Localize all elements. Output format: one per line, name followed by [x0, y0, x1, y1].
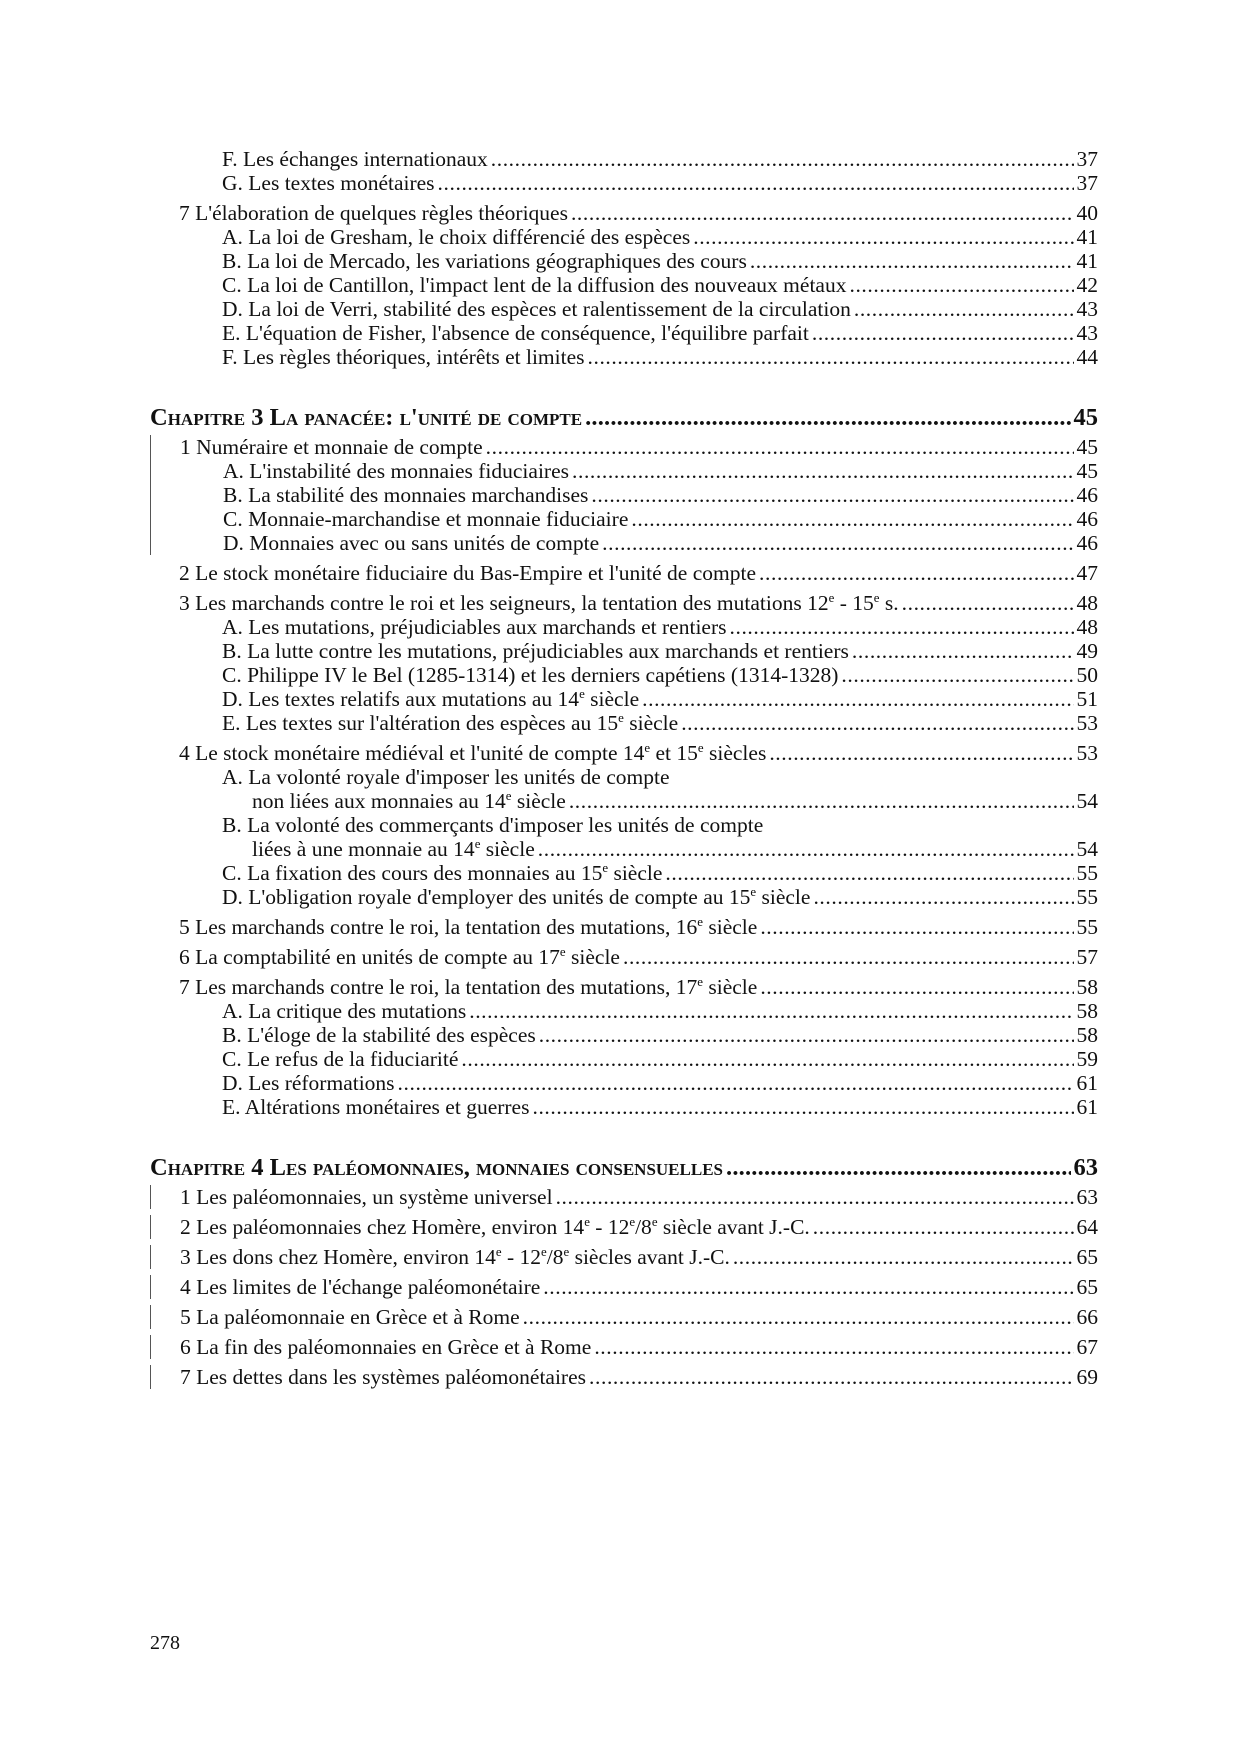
- toc-entry-title: D. L'obligation royale d'employer des unités de compte au 15e siècle: [222, 884, 811, 909]
- toc-dot-leader: [769, 741, 1073, 765]
- toc-dot-leader: [681, 711, 1073, 735]
- toc-page-number: 53: [1076, 711, 1098, 735]
- toc-page-number: 40: [1076, 201, 1098, 225]
- toc-entry-title: 4 Le stock monétaire médiéval et l'unité de compte 14e et 15e siècles: [179, 740, 767, 765]
- toc-entry-title: 6 La fin des paléomonnaies en Grèce et à Rome: [180, 1335, 592, 1359]
- toc-entry-title: C. Philippe IV le Bel (1285-1314) et les derniers capétiens (1314-1328): [222, 663, 839, 687]
- toc-page-number: 49: [1076, 639, 1098, 663]
- toc-entry: [150, 297, 1098, 321]
- toc-entry-title: E. L'équation de Fisher, l'absence de conséquence, l'équilibre parfait: [222, 321, 809, 345]
- toc-page-number: 51: [1076, 687, 1098, 711]
- toc-entry-title: A. L'instabilité des monnaies fiduciaires: [223, 459, 569, 483]
- toc-entry: [150, 1095, 1098, 1119]
- toc-page-number: 54: [1076, 837, 1098, 861]
- toc-dot-leader: [759, 561, 1073, 585]
- toc-entry-title: Chapitre 3 La panacée: l'unité de compte: [150, 404, 583, 431]
- toc-page-number: 57: [1076, 945, 1098, 969]
- toc-entry-title: A. La loi de Gresham, le choix différencié des espèces: [222, 225, 691, 249]
- toc-page-number: 61: [1076, 1071, 1098, 1095]
- toc-entry-title: A. La critique des mutations: [222, 999, 467, 1023]
- toc-entry: [150, 687, 1098, 711]
- toc-page-number: 55: [1076, 861, 1098, 885]
- toc-entry: [150, 915, 1098, 939]
- toc-entry-title: 1 Numéraire et monnaie de compte: [180, 435, 483, 459]
- toc-entry-title: E. Les textes sur l'altération des espèces au 15e siècle: [222, 710, 679, 735]
- toc-entry: [150, 201, 1098, 225]
- toc-page-number: 41: [1076, 249, 1098, 273]
- toc-dot-leader: [571, 201, 1074, 225]
- toc-entry: [150, 561, 1098, 585]
- toc-entry-title: B. La volonté des commerçants d'imposer les unités de compte: [222, 813, 764, 837]
- toc-dot-leader: [602, 531, 1073, 555]
- toc-entry-title: 2 Les paléomonnaies chez Homère, environ 14e - 12e/8e siècle avant J.-C.: [180, 1214, 810, 1239]
- toc-entry: [150, 1365, 1098, 1389]
- toc-entry: [150, 1215, 1098, 1239]
- toc-entry-title: C. Monnaie-marchandise et monnaie fiduciaire: [223, 507, 629, 531]
- toc-entry-title: 3 Les dons chez Homère, environ 14e - 12e/8e siècles avant J.-C.: [180, 1244, 730, 1269]
- toc-entry-title: D. Les textes relatifs aux mutations au 14e siècle: [222, 686, 640, 711]
- toc-entry: [150, 639, 1098, 663]
- toc-entry-title: 2 Le stock monétaire fiduciaire du Bas-Empire et l'unité de compte: [179, 561, 757, 585]
- toc-page-number: 59: [1076, 1047, 1098, 1071]
- toc-entry: [150, 321, 1098, 345]
- toc-page-number: 65: [1076, 1275, 1098, 1299]
- toc-dot-leader: [726, 1151, 1071, 1185]
- toc-entry: [150, 663, 1098, 687]
- toc-dot-leader: [532, 1095, 1073, 1119]
- toc-entry-title: F. Les échanges internationaux: [222, 147, 488, 171]
- toc-dot-leader: [623, 945, 1074, 969]
- toc-dot-leader: [813, 885, 1073, 909]
- toc-dot-leader: [491, 147, 1074, 171]
- toc-dot-leader: [585, 401, 1070, 435]
- toc-dot-leader: [438, 171, 1074, 195]
- toc-page-number: 42: [1076, 273, 1098, 297]
- toc-dot-leader: [631, 507, 1073, 531]
- toc-entry: [150, 225, 1098, 249]
- toc-entry-title: D. Les réformations: [222, 1071, 395, 1095]
- toc-entry-title: 6 La comptabilité en unités de compte au 17e siècle: [179, 944, 620, 969]
- toc-dot-leader: [852, 639, 1074, 663]
- toc-page-number: 58: [1076, 1023, 1098, 1047]
- toc-entry: [150, 531, 1098, 555]
- toc-page-number: 46: [1076, 507, 1098, 531]
- toc-dot-leader: [523, 1305, 1074, 1329]
- toc-dot-leader: [902, 591, 1074, 615]
- toc-dot-leader: [589, 1365, 1073, 1389]
- toc-page-number: 58: [1076, 975, 1098, 999]
- toc-dot-leader: [556, 1185, 1074, 1209]
- toc-entry: [150, 591, 1098, 615]
- toc-entry: [150, 1047, 1098, 1071]
- toc-entry: [150, 741, 1098, 765]
- toc-page-number: 43: [1076, 297, 1098, 321]
- toc-dot-leader: [665, 861, 1073, 885]
- toc-page-number: 46: [1076, 483, 1098, 507]
- toc-dot-leader: [486, 435, 1074, 459]
- toc-entry: [150, 1245, 1098, 1269]
- toc-entry: [150, 273, 1098, 297]
- toc-entry: [150, 711, 1098, 735]
- toc-dot-leader: [594, 1335, 1073, 1359]
- toc-dot-leader: [469, 999, 1073, 1023]
- toc-entry: [150, 1275, 1098, 1299]
- toc-entry-title: liées à une monnaie au 14e siècle: [252, 836, 535, 861]
- toc-entry-title: A. La volonté royale d'imposer les unités de compte: [222, 765, 670, 789]
- table-of-contents: [150, 147, 1098, 1389]
- toc-entry-title: C. La fixation des cours des monnaies au 15e siècle: [222, 860, 663, 885]
- toc-page-number: 45: [1076, 459, 1098, 483]
- toc-dot-leader: [461, 1047, 1073, 1071]
- toc-entry-title: 7 L'élaboration de quelques règles théoriques: [179, 201, 568, 225]
- toc-dot-leader: [398, 1071, 1074, 1095]
- toc-page-number: 67: [1076, 1335, 1098, 1359]
- toc-dot-leader: [588, 345, 1074, 369]
- toc-page-number: 58: [1076, 999, 1098, 1023]
- toc-dot-leader: [539, 1023, 1074, 1047]
- toc-entry-title: 4 Les limites de l'échange paléomonétaire: [180, 1275, 541, 1299]
- page-number: 278: [150, 1632, 180, 1654]
- toc-entry: [150, 1023, 1098, 1047]
- toc-dot-leader: [572, 459, 1074, 483]
- toc-dot-leader: [730, 615, 1074, 639]
- toc-entry: [150, 507, 1098, 531]
- toc-page-number: 63: [1073, 1154, 1098, 1181]
- toc-page-number: 45: [1076, 435, 1098, 459]
- toc-page-number: 43: [1076, 321, 1098, 345]
- toc-page-number: 55: [1076, 885, 1098, 909]
- toc-entry: [150, 615, 1098, 639]
- toc-page-number: 41: [1076, 225, 1098, 249]
- toc-page-number: 53: [1076, 741, 1098, 765]
- toc-page-number: 65: [1076, 1245, 1098, 1269]
- toc-page-number: 64: [1076, 1215, 1098, 1239]
- toc-entry: [150, 147, 1098, 171]
- toc-entry: [150, 999, 1098, 1023]
- toc-dot-leader: [642, 687, 1073, 711]
- toc-dot-leader: [841, 663, 1073, 687]
- toc-dot-leader: [812, 321, 1074, 345]
- toc-entry: [150, 171, 1098, 195]
- toc-entry: [150, 813, 1098, 837]
- toc-dot-leader: [693, 225, 1073, 249]
- toc-chapter-heading: [150, 1151, 1098, 1185]
- toc-dot-leader: [569, 789, 1074, 813]
- toc-entry-title: 5 Les marchands contre le roi, la tentation des mutations, 16e siècle: [179, 914, 758, 939]
- toc-dot-leader: [760, 975, 1073, 999]
- toc-page-number: 54: [1076, 789, 1098, 813]
- toc-entry-title: D. Monnaies avec ou sans unités de compte: [223, 531, 600, 555]
- toc-page-number: 37: [1076, 147, 1098, 171]
- toc-page-number: 63: [1076, 1185, 1098, 1209]
- toc-dot-leader: [538, 837, 1074, 861]
- toc-dot-leader: [591, 483, 1073, 507]
- toc-entry-title: 7 Les marchands contre le roi, la tentation des mutations, 17e siècle: [179, 974, 758, 999]
- toc-entry-title: F. Les règles théoriques, intérêts et limites: [222, 345, 585, 369]
- toc-entry: [150, 945, 1098, 969]
- toc-entry: [150, 1185, 1098, 1209]
- toc-entry-title: B. L'éloge de la stabilité des espèces: [222, 1023, 536, 1047]
- toc-page-number: 69: [1076, 1365, 1098, 1389]
- toc-entry: [150, 885, 1098, 909]
- toc-entry-title: G. Les textes monétaires: [222, 171, 435, 195]
- toc-page-number: 48: [1076, 591, 1098, 615]
- toc-entry: [150, 861, 1098, 885]
- toc-dot-leader: [854, 297, 1074, 321]
- toc-entry: [150, 975, 1098, 999]
- toc-entry-title: 5 La paléomonnaie en Grèce et à Rome: [180, 1305, 520, 1329]
- toc-entry-title: 7 Les dettes dans les systèmes paléomonétaires: [180, 1365, 587, 1389]
- toc-entry-title: C. Le refus de la fiduciarité: [222, 1047, 459, 1071]
- toc-entry: [150, 459, 1098, 483]
- toc-dot-leader: [813, 1215, 1074, 1239]
- toc-dot-leader: [543, 1275, 1073, 1299]
- toc-entry-title: E. Altérations monétaires et guerres: [222, 1095, 530, 1119]
- toc-dot-leader: [733, 1245, 1074, 1269]
- toc-page-number: 37: [1076, 171, 1098, 195]
- toc-entry: [150, 483, 1098, 507]
- toc-page-number: 55: [1076, 915, 1098, 939]
- toc-entry: [150, 765, 1098, 789]
- toc-entry-title: 3 Les marchands contre le roi et les seigneurs, la tentation des mutations 12e - 15e s.: [179, 590, 899, 615]
- toc-page-number: 44: [1076, 345, 1098, 369]
- toc-entry-title: A. Les mutations, préjudiciables aux marchands et rentiers: [222, 615, 727, 639]
- toc-entry-title: D. La loi de Verri, stabilité des espèces et ralentissement de la circulation: [222, 297, 851, 321]
- toc-entry: [150, 1335, 1098, 1359]
- toc-entry: [150, 789, 1098, 813]
- toc-entry-title: Chapitre 4 Les paléomonnaies, monnaies consensuelles: [150, 1154, 723, 1181]
- toc-page-number: 46: [1076, 531, 1098, 555]
- toc-page-number: 50: [1076, 663, 1098, 687]
- toc-entry-title: B. La lutte contre les mutations, préjudiciables aux marchands et rentiers: [222, 639, 849, 663]
- toc-page-number: 47: [1076, 561, 1098, 585]
- toc-entry-title: C. La loi de Cantillon, l'impact lent de la diffusion des nouveaux métaux: [222, 273, 847, 297]
- toc-entry: [150, 1071, 1098, 1095]
- toc-chapter-heading: [150, 401, 1098, 435]
- toc-dot-leader: [849, 273, 1073, 297]
- toc-page-number: 45: [1073, 404, 1098, 431]
- toc-entry: [150, 837, 1098, 861]
- toc-entry-title: 1 Les paléomonnaies, un système universel: [180, 1185, 553, 1209]
- toc-page-number: 61: [1076, 1095, 1098, 1119]
- toc-dot-leader: [760, 915, 1073, 939]
- toc-entry: [150, 345, 1098, 369]
- toc-entry: [150, 1305, 1098, 1329]
- toc-page-number: 48: [1076, 615, 1098, 639]
- toc-entry-title: B. La loi de Mercado, les variations géographiques des cours: [222, 249, 747, 273]
- toc-page-number: 66: [1076, 1305, 1098, 1329]
- toc-entry-title: B. La stabilité des monnaies marchandises: [223, 483, 589, 507]
- toc-dot-leader: [750, 249, 1074, 273]
- toc-entry-title: non liées aux monnaies au 14e siècle: [252, 788, 566, 813]
- toc-entry: [150, 249, 1098, 273]
- toc-entry: [150, 435, 1098, 459]
